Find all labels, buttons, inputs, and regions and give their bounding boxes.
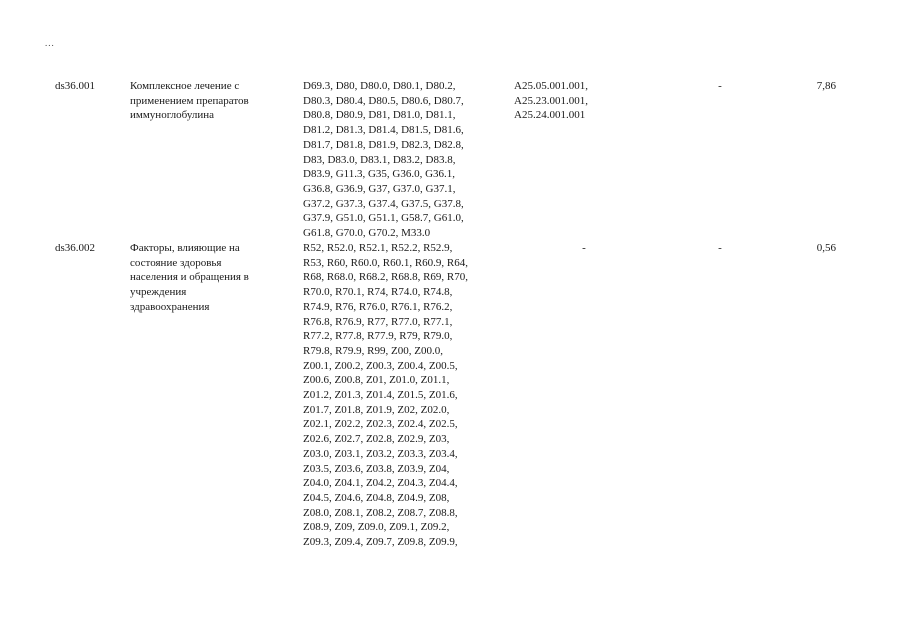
continuation-marker: ... <box>45 38 55 48</box>
icd-codes: D69.3, D80, D80.0, D80.1, D80.2, D80.3, D80.4, D80.5, D80.6, D80.7, D80.8, D80.9, D81, D81.0, D81.1, D81.2, D81.3, D81.4, D81.5, D81.6, D81.7, D81.8, D81.9, D82.3, D82.8, D83, D83.0, D83.1, D83.2, D83.8, D83.9, G11.3, G35, G36.0, G36.1, G36.8, G36.9, G37, G37.0, G37.1, G37.2, G37.3, G37.4, G37.5, G37.8, G37.9, G51.0, G51.1, G58.7, G61.0, G61.8, G70.0, G70.2, M33.0 <box>303 80 464 240</box>
group-name: Комплексное лечение с применением препаратов иммуноглобулина <box>130 80 249 122</box>
service-codes: A25.05.001.001, A25.23.001.001, A25.24.001.001 <box>514 80 588 122</box>
group-name: Факторы, влияющие на состояние здоровья населения и обращения в учреждения здравоохранения <box>130 242 249 313</box>
extra-criterion: - <box>718 242 722 254</box>
cost-coefficient: 0,56 <box>816 242 836 254</box>
cost-coefficient: 7,86 <box>816 80 836 92</box>
group-code: ds36.001 <box>55 80 96 92</box>
group-code: ds36.002 <box>55 242 96 254</box>
icd-codes: R52, R52.0, R52.1, R52.2, R52.9, R53, R60, R60.0, R60.1, R60.9, R64, R68, R68.0, R68.2, R68.8, R69, R70, R70.0, R70.1, R74, R74.0, R74.8, R74.9, R76, R76.0, R76.1, R76.2, R76.8, R76.9, R77, R77.0, R77.1, R77.2, R77.8, R77.9, R79, R79.0, R79.8, R79.9, R99, Z00, Z00.0, Z00.1, Z00.2, Z00.3, Z00.4, Z00.5, Z00.6, Z00.8, Z01, Z01.0, Z01.1, Z01.2, Z01.3, Z01.4, Z01.5, Z01.6, Z01.7, Z01.8, Z01.9, Z02, Z02.0, Z02.1, Z02.2, Z02.3, Z02.4, Z02.5, Z02.6, Z02.7, Z02.8, Z02.9, Z03, Z03.0, Z03.1, Z03.2, Z03.3, Z03.4, Z03.5, Z03.6, Z03.8, Z03.9, Z04, Z04.0, Z04.1, Z04.2, Z04.3, Z04.4, Z04.5, Z04.6, Z04.8, Z04.9, Z08, Z08.0, Z08.1, Z08.2, Z08.7, Z08.8, Z08.9, Z09, Z09.0, Z09.1, Z09.2, Z09.3, Z09.4, Z09.7, Z09.8, Z09.9, <box>303 242 469 549</box>
service-codes: - <box>582 242 586 254</box>
extra-criterion: - <box>718 80 722 92</box>
